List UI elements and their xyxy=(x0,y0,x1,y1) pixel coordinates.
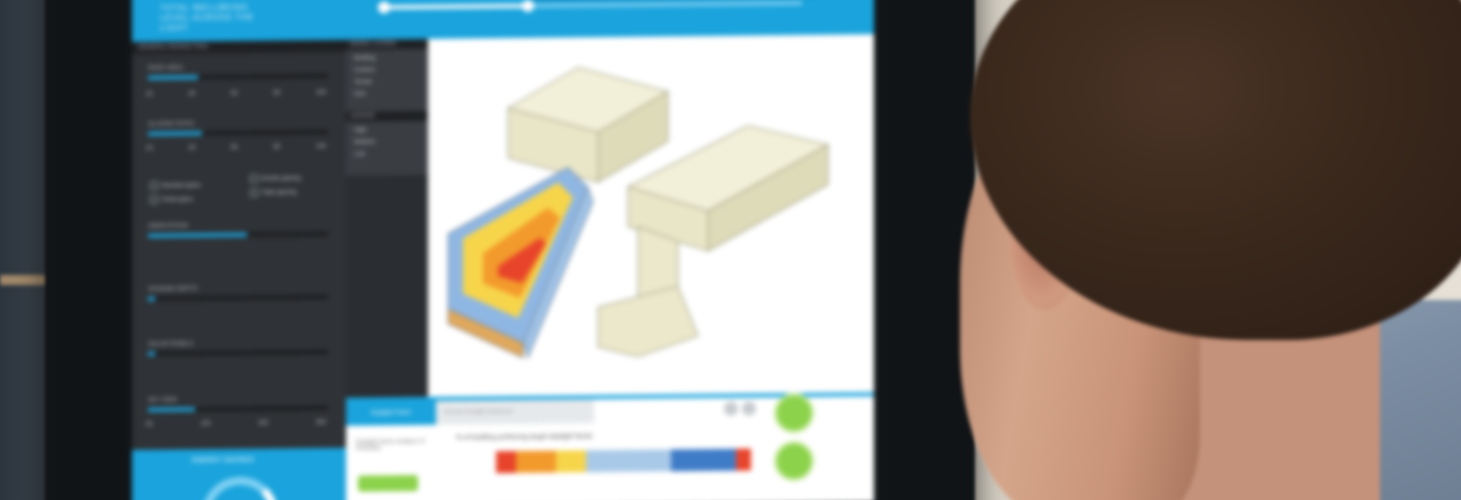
checkbox-box xyxy=(250,189,258,197)
score-badge-bottom xyxy=(774,441,814,481)
person-viewer xyxy=(940,0,1461,500)
control-track[interactable] xyxy=(148,295,328,301)
wellbeing-slider-fill xyxy=(382,4,529,10)
layer-item[interactable]: Building xyxy=(354,55,376,62)
option-label: Triple glazing xyxy=(261,189,297,197)
energy-savings-label: ENERGY SAVINGS xyxy=(192,456,254,465)
control-fill xyxy=(148,407,195,411)
control-glazing-ratio[interactable] xyxy=(144,120,329,142)
scale-segment xyxy=(516,451,556,473)
left-control-panel xyxy=(132,40,346,500)
score-badge-top xyxy=(774,393,814,433)
option-label: Standard glass xyxy=(161,182,202,190)
option-triple-glazing[interactable] xyxy=(250,188,296,196)
tab-daylight-factor[interactable]: Daylight Factor xyxy=(346,401,436,426)
control-label: SHADING DEPTH xyxy=(148,286,198,293)
settings-icon[interactable] xyxy=(742,401,756,415)
option-tinted-glass[interactable] xyxy=(150,195,193,203)
analysis-side-text: Daylight factor analysis of floorplate xyxy=(356,438,425,452)
tick-label: 200 xyxy=(258,420,269,427)
monitor-screen xyxy=(132,0,874,500)
tick-label: 100 xyxy=(315,143,326,151)
tick-row xyxy=(146,144,326,152)
radio-box xyxy=(150,196,158,204)
building-model xyxy=(428,34,874,401)
option-double-glazing[interactable] xyxy=(250,174,301,183)
tick-label: 40 xyxy=(188,91,196,98)
tick-label: 80 xyxy=(273,144,281,151)
tick-label: 60 xyxy=(230,90,238,97)
info-icon[interactable] xyxy=(724,402,738,416)
legend-item: Low xyxy=(354,151,366,158)
daylight-scale-bar xyxy=(496,449,751,474)
control-label: ROOF AREA xyxy=(148,65,184,72)
legend-item: High xyxy=(354,127,367,134)
analysis-heatmap-block xyxy=(448,167,593,359)
donut-gauge xyxy=(202,476,278,500)
control-fill xyxy=(148,297,155,301)
control-fill xyxy=(148,233,247,238)
control-label: SOLAR PANELS xyxy=(148,341,194,348)
option-standard-glass[interactable] xyxy=(150,181,201,190)
tick-label: 100 xyxy=(315,89,326,97)
tab-sunlight-exposure[interactable]: Annual Sunlight Exposure xyxy=(436,399,594,425)
control-solar-panels[interactable] xyxy=(144,340,329,362)
control-sky-view[interactable] xyxy=(144,396,329,418)
control-track[interactable] xyxy=(148,232,328,238)
tick-label: 20 xyxy=(146,91,153,98)
tick-label: 20 xyxy=(146,145,153,152)
control-fill xyxy=(148,131,202,136)
control-shading-depth[interactable] xyxy=(144,285,329,307)
legend-item: Medium xyxy=(354,139,376,146)
layer-item[interactable]: Context xyxy=(354,67,375,74)
layers-panel xyxy=(346,39,428,176)
control-track[interactable] xyxy=(148,130,328,136)
control-fill xyxy=(148,352,155,356)
model-viewport[interactable] xyxy=(428,34,874,401)
analysis-panel xyxy=(346,392,874,500)
tick-row xyxy=(146,90,326,98)
control-fill xyxy=(148,75,198,80)
tick-row xyxy=(146,420,326,428)
tick-label: 50 xyxy=(146,421,153,428)
control-label: GLAZING RATIO xyxy=(148,121,194,128)
option-label: Double glazing xyxy=(261,175,301,183)
tick-label: 100 xyxy=(200,421,211,428)
analysis-heading: % of building achieving target daylight factor xyxy=(456,433,593,442)
scale-segment xyxy=(496,451,516,473)
control-roof-area[interactable] xyxy=(144,64,329,86)
layers-header: MODEL LAYERS xyxy=(346,39,432,50)
topbar-title: TOTAL WELLBEING LEVEL ACROSS THE LIGHT xyxy=(160,2,255,33)
tick-label: 500 xyxy=(315,419,326,427)
slider-handle-right[interactable] xyxy=(522,0,534,12)
wellbeing-slider[interactable] xyxy=(382,1,802,9)
radio-box xyxy=(150,182,158,190)
energy-savings-panel xyxy=(132,448,346,500)
tick-label: 80 xyxy=(273,90,281,97)
tick-label: 40 xyxy=(188,145,196,152)
left-panel-header: GENERAL DESIGN TOOL xyxy=(132,40,352,54)
tick-label: 60 xyxy=(230,144,238,151)
building-block-upper xyxy=(508,66,668,183)
layer-item[interactable]: Grid xyxy=(354,91,366,98)
control-track[interactable] xyxy=(148,406,328,412)
control-label: ORIENTATION xyxy=(148,223,189,230)
option-label: Tinted glass xyxy=(161,196,194,204)
control-orientation[interactable] xyxy=(144,222,329,244)
analysis-green-button[interactable] xyxy=(358,475,418,492)
slider-handle-left[interactable] xyxy=(378,1,390,13)
control-track[interactable] xyxy=(148,350,328,356)
scale-segment xyxy=(671,449,736,472)
scale-segment xyxy=(556,450,586,472)
layer-item[interactable]: Terrain xyxy=(354,79,373,86)
checkbox-box xyxy=(250,175,258,183)
control-label: SKY VIEW xyxy=(148,397,177,404)
scale-segment xyxy=(586,449,671,472)
scale-segment xyxy=(736,449,751,471)
legend-header: LEGEND xyxy=(346,111,432,122)
control-track[interactable] xyxy=(148,74,328,80)
